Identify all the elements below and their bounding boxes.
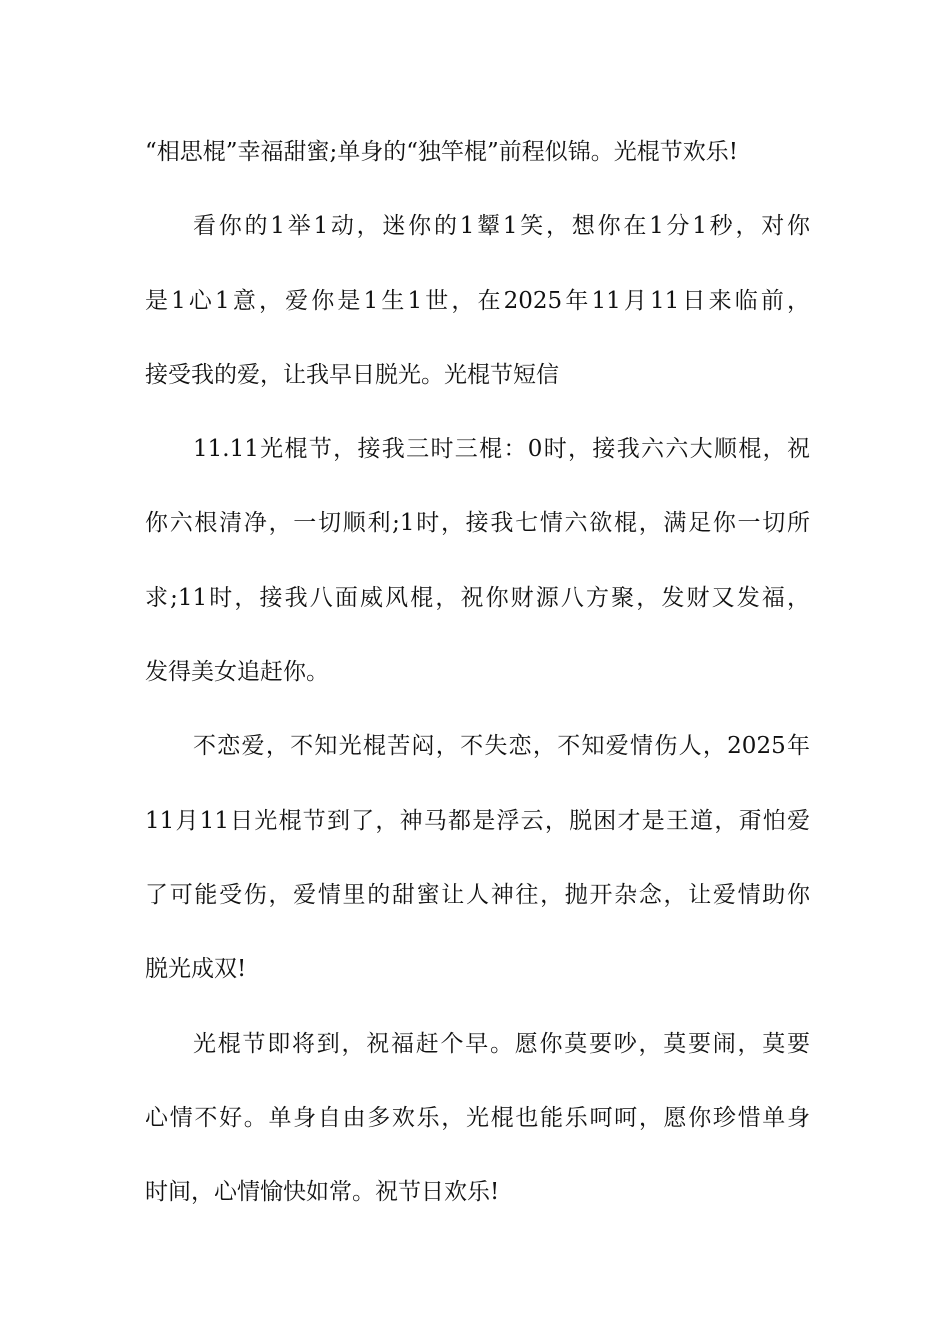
text-line: 你六根清净，一切顺利;1时，接我七情六欲棍，满足你一切所 [145,510,810,537]
text-line: 11.11光棍节，接我三时三棍：0时，接我六六大顺棍，祝 [193,436,810,463]
text-line: 发得美女追赶你。 [145,659,329,686]
text-line: 不恋爱，不知光棍苦闷，不失恋，不知爱情伤人，2025年 [193,733,810,760]
paragraph-3 [145,425,810,722]
text-line: 是1心1意，爱你是1生1世，在2025年11月11日来临前， [145,287,810,314]
text-line: 脱光成双! [145,956,247,983]
text-line: 心情不好。单身自由多欢乐，光棍也能乐呵呵，愿你珍惜单身 [145,1104,810,1131]
text-line: 11月11日光棍节到了，神马都是浮云，脱困才是王道，甭怕爱 [145,807,810,834]
text-line: 了可能受伤，爱情里的甜蜜让人神往，抛开杂念，让爱情助你 [145,881,810,908]
paragraph-4 [145,722,810,1019]
text-line: 接受我的爱，让我早日脱光。光棍节短信 [145,361,559,388]
paragraph-2 [145,202,810,425]
text-line: 时间，心情愉快如常。祝节日欢乐! [145,1179,500,1206]
paragraph-1 [145,128,810,202]
text-line: 看你的1举1动，迷你的1颦1笑，想你在1分1秒，对你 [193,213,810,240]
text-line: 求;11时，接我八面威风棍，祝你财源八方聚，发财又发福， [145,584,810,611]
document-body [145,128,810,1242]
text-line: “相思棍”幸福甜蜜;单身的“独竿棍”前程似锦。光棍节欢乐! [145,139,739,165]
text-line: 光棍节即将到，祝福赶个早。愿你莫要吵，莫要闹，莫要 [193,1030,810,1057]
paragraph-5 [145,1020,810,1243]
